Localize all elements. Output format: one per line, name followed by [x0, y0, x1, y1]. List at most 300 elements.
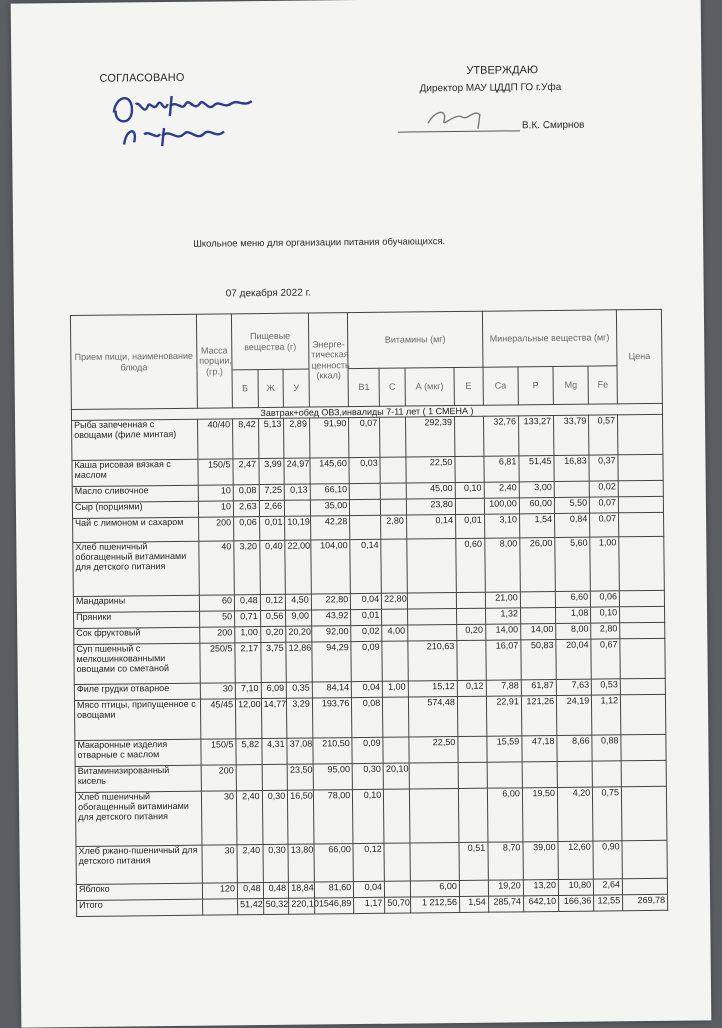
value-cell: 285,74 — [488, 896, 523, 912]
value-cell: 47,18 — [522, 735, 557, 761]
value-cell: 22,80 — [382, 593, 408, 609]
value-cell: 10,19 — [285, 516, 311, 540]
value-cell: 13,80 — [288, 844, 314, 882]
value-cell: 0,53 — [592, 679, 621, 695]
value-cell: 12,00 — [235, 699, 261, 739]
value-cell: 24,19 — [556, 695, 592, 735]
value-cell: 14,77 — [261, 698, 287, 738]
value-cell: 1,32 — [485, 608, 520, 624]
value-cell: 200 — [200, 627, 235, 643]
value-cell — [350, 483, 381, 499]
value-cell: 0,06 — [234, 517, 260, 541]
subheader-cell: Mg — [553, 366, 589, 404]
value-cell: 3,20 — [234, 541, 260, 595]
value-cell: 60 — [199, 595, 234, 611]
value-cell: 45,00 — [406, 483, 455, 500]
value-cell: 51,42 — [238, 899, 264, 915]
value-cell: 0,67 — [591, 639, 620, 679]
value-cell: 12,86 — [286, 642, 312, 682]
total-label: Итого — [77, 899, 203, 916]
value-cell — [620, 606, 665, 622]
value-cell: 0,20 — [260, 626, 286, 642]
subheader-cell: Б — [232, 370, 258, 408]
value-cell: 3,75 — [261, 642, 287, 682]
value-cell: 23,80 — [406, 499, 455, 516]
value-cell: 1,54 — [519, 513, 554, 537]
subheader-cell: А (мкг) — [405, 368, 454, 407]
value-cell: 1,00 — [383, 681, 409, 697]
value-cell — [236, 765, 262, 791]
value-cell — [621, 694, 666, 734]
section-title: Завтрак+обед ОВЗ,инвалиды 7-11 лет ( 1 СМЕНА ) — [71, 403, 662, 420]
value-cell: 2,40 — [237, 845, 263, 883]
value-cell — [618, 496, 663, 512]
value-cell: 145,60 — [310, 458, 350, 484]
value-cell — [458, 736, 487, 762]
table-row — [73, 536, 665, 596]
value-cell: 78,00 — [313, 790, 353, 844]
value-cell — [457, 640, 486, 680]
value-cell: 21,00 — [485, 592, 520, 608]
value-cell — [618, 454, 663, 480]
value-cell: 2,17 — [235, 643, 261, 683]
value-cell: 0,20 — [457, 624, 486, 640]
value-cell: 2,40 — [236, 791, 262, 845]
handwritten-signature-right — [422, 103, 502, 134]
value-cell: 32,76 — [483, 416, 519, 456]
value-cell: 0,57 — [589, 415, 618, 455]
value-cell: 0,01 — [259, 516, 285, 540]
header-mass: Масса порции, (гр.) — [196, 314, 232, 408]
document-page — [11, 0, 712, 1028]
value-cell: 0,10 — [591, 607, 620, 623]
value-cell: 292,39 — [405, 417, 454, 458]
value-cell — [380, 417, 406, 457]
value-cell: 5,82 — [236, 739, 262, 765]
value-cell: 1546,89 — [314, 898, 354, 914]
value-cell: 1 212,56 — [410, 896, 459, 913]
value-cell: 0,35 — [287, 682, 313, 698]
value-cell — [407, 593, 456, 610]
value-cell: 0,84 — [555, 513, 590, 537]
subheader-cell: P — [518, 366, 554, 404]
value-cell: 8,00 — [484, 538, 520, 592]
dish-name: Пряники — [74, 611, 200, 628]
value-cell: 16,83 — [554, 455, 589, 481]
value-cell: 0,02 — [589, 481, 618, 497]
value-cell: 0,01 — [455, 514, 484, 538]
header-energy: Энерге-тическая ценность (ккал) — [308, 313, 348, 407]
page-title: Школьное меню для организации питания обучающихся. — [193, 236, 446, 250]
value-cell: 61,87 — [521, 679, 556, 695]
value-cell: 0,60 — [456, 538, 485, 592]
value-cell: 2,66 — [259, 500, 285, 516]
value-cell: 0,07 — [590, 497, 619, 513]
value-cell: 6,00 — [487, 788, 523, 842]
dish-name: Яблоко — [76, 883, 202, 900]
value-cell: 5,60 — [555, 537, 591, 591]
dish-name: Мясо птицы, припущенное с овощами — [74, 699, 200, 740]
menu-table — [70, 309, 668, 917]
value-cell: 210,50 — [313, 738, 353, 764]
value-cell: 0,10 — [353, 789, 384, 843]
value-cell: 210,63 — [408, 641, 457, 682]
dish-name: Сок фруктовый — [74, 627, 200, 644]
value-cell: 30 — [201, 791, 237, 845]
value-cell: 9,00 — [286, 610, 312, 626]
header-vitamins: Витамины (мг) — [348, 311, 483, 368]
value-cell: 4,31 — [262, 738, 288, 764]
value-cell: 0,04 — [352, 681, 383, 697]
dish-name: Витаминизированный кисель — [75, 765, 201, 792]
value-cell: 0,48 — [263, 882, 289, 898]
value-cell — [622, 878, 667, 894]
value-cell: 0,14 — [406, 515, 455, 540]
value-cell: 1,00 — [235, 627, 261, 643]
value-cell: 0,12 — [260, 594, 286, 610]
approve-label: УТВЕРЖДАЮ — [466, 64, 539, 77]
value-cell: 3,29 — [287, 698, 313, 738]
value-cell: 43,92 — [311, 610, 351, 626]
table-row — [74, 638, 665, 684]
value-cell: 133,27 — [518, 415, 554, 455]
value-cell: 0,30 — [262, 790, 288, 844]
value-cell: 3,00 — [519, 481, 554, 497]
value-cell: 18,84 — [289, 882, 315, 898]
menu-date: 07 декабря 2022 г. — [225, 287, 311, 300]
menu-body — [72, 414, 668, 916]
value-cell: 5,13 — [258, 418, 284, 458]
value-cell: 40/40 — [197, 419, 233, 459]
value-cell — [454, 416, 483, 456]
dish-name: Хлеб пшеничный обогащенный витаминами для детского питания — [75, 791, 201, 846]
signer-name: В.К. Смирнов — [521, 119, 585, 132]
value-cell — [407, 609, 456, 626]
value-cell: 37,08 — [287, 738, 313, 764]
value-cell: 94,29 — [312, 642, 352, 682]
value-cell: 220,10 — [289, 898, 315, 914]
value-cell: 7,63 — [556, 679, 591, 695]
value-cell — [520, 607, 555, 623]
value-cell: 10 — [198, 501, 233, 517]
value-cell: 91,90 — [309, 418, 349, 458]
table-row — [72, 414, 663, 460]
value-cell: 0,51 — [459, 842, 488, 880]
value-cell: 22,00 — [285, 540, 311, 594]
value-cell: 2,40 — [484, 482, 519, 498]
value-cell: 4,50 — [286, 594, 312, 610]
value-cell — [487, 762, 522, 788]
value-cell: 7,88 — [486, 680, 521, 696]
value-cell — [262, 764, 288, 790]
value-cell — [383, 697, 409, 737]
value-cell: 0,48 — [234, 595, 260, 611]
value-cell: 0,07 — [349, 417, 380, 457]
value-cell: 166,36 — [559, 895, 594, 911]
value-cell: 0,09 — [352, 737, 383, 763]
value-cell: 24,97 — [284, 458, 310, 484]
value-cell: 0,04 — [351, 593, 382, 609]
value-cell: 6,00 — [410, 880, 459, 897]
value-cell: 0,30 — [263, 844, 289, 882]
value-cell — [621, 760, 666, 786]
value-cell — [383, 737, 409, 763]
value-cell: 6,81 — [484, 456, 519, 482]
value-cell — [455, 498, 484, 514]
value-cell — [382, 609, 408, 625]
value-cell: 39,00 — [523, 841, 559, 879]
value-cell: 0,56 — [260, 610, 286, 626]
handwritten-signature-left — [103, 81, 264, 153]
value-cell: 35,00 — [310, 500, 350, 516]
value-cell: 0,10 — [455, 482, 484, 498]
header-nutrients: Пищевые вещества (г) — [231, 313, 308, 370]
value-cell: 15,12 — [408, 681, 457, 698]
value-cell: 8,00 — [556, 623, 591, 639]
value-cell — [619, 536, 664, 590]
value-cell: 15,59 — [487, 736, 522, 762]
value-cell — [455, 456, 484, 482]
table-row — [75, 786, 667, 846]
value-cell: 0,12 — [353, 843, 384, 881]
header-minerals: Минеральные вещества (мг) — [482, 310, 617, 367]
value-cell — [380, 457, 406, 483]
value-cell: 42,28 — [310, 516, 350, 540]
value-cell: 95,00 — [313, 764, 353, 790]
value-cell: 19,50 — [522, 787, 558, 841]
value-cell — [621, 734, 666, 760]
value-cell — [410, 842, 459, 881]
value-cell — [350, 499, 381, 515]
value-cell: 4,00 — [382, 625, 408, 641]
value-cell — [619, 512, 664, 536]
value-cell: 51,45 — [519, 455, 554, 481]
value-cell: 20,20 — [286, 626, 312, 642]
value-cell: 92,00 — [312, 626, 352, 642]
value-cell: 0,40 — [259, 540, 285, 594]
header-dish: Прием пищи, наименование блюда — [70, 314, 197, 409]
value-cell: 642,10 — [523, 895, 558, 911]
value-cell: 1,54 — [459, 896, 488, 912]
dish-name: Макаронные изделия отварные с маслом — [75, 739, 201, 766]
value-cell — [381, 539, 407, 593]
dish-name: Суп пшенный с мелкошинкованными овощами со сметаной — [74, 643, 200, 684]
subheader-cell: У — [283, 369, 309, 407]
dish-name: Хлеб ржано-пшеничный для детского питания — [76, 845, 202, 884]
value-cell: 19,20 — [488, 880, 523, 896]
value-cell: 22,50 — [406, 457, 455, 484]
value-cell: 30 — [200, 683, 235, 699]
value-cell: 1,00 — [590, 537, 619, 591]
value-cell — [620, 622, 665, 638]
value-cell: 10,80 — [558, 879, 593, 895]
value-cell — [620, 638, 665, 678]
value-cell: 20,10 — [383, 763, 409, 789]
value-cell — [622, 840, 667, 878]
dish-name: Масло сливочное — [72, 485, 198, 502]
value-cell — [554, 481, 589, 497]
value-cell: 13,20 — [523, 879, 558, 895]
dish-name: Каша рисовая вязкая с маслом — [72, 459, 198, 486]
value-cell: 20,04 — [556, 639, 592, 679]
value-cell: 0,90 — [593, 841, 622, 879]
value-cell: 0,03 — [349, 457, 380, 483]
value-cell: 1,08 — [556, 607, 591, 623]
value-cell — [409, 788, 459, 843]
table-row — [76, 840, 667, 884]
value-cell: 0,75 — [593, 787, 622, 841]
value-cell — [384, 843, 410, 881]
value-cell — [459, 880, 488, 896]
value-cell: 3,99 — [259, 458, 285, 484]
value-cell: 14,00 — [521, 623, 556, 639]
value-cell: 0,13 — [284, 484, 310, 500]
dish-name: Мандарины — [73, 595, 199, 612]
value-cell: 1,12 — [592, 695, 621, 735]
value-cell — [457, 696, 486, 736]
value-cell: 8,66 — [557, 735, 592, 761]
value-cell: 1,17 — [354, 897, 385, 913]
value-cell — [520, 591, 555, 607]
agreed-label: СОГЛАСОВАНО — [99, 71, 185, 85]
value-cell — [618, 480, 663, 496]
subheader-cell: Ca — [483, 367, 519, 405]
value-cell: 0,07 — [590, 513, 619, 537]
value-cell: 0,06 — [591, 591, 620, 607]
value-cell: 0,30 — [352, 763, 383, 789]
value-cell — [384, 789, 410, 843]
table-header-row — [70, 309, 662, 371]
value-cell: 121,26 — [521, 695, 557, 735]
value-cell — [620, 678, 665, 694]
value-cell: 2,89 — [284, 418, 310, 458]
value-cell: 8,42 — [233, 419, 259, 459]
value-cell: 50,70 — [385, 897, 411, 913]
value-cell: 250/5 — [200, 643, 236, 683]
value-cell — [621, 786, 666, 840]
value-cell: 0,37 — [589, 455, 618, 481]
value-cell — [409, 762, 458, 789]
value-cell: 0,08 — [233, 485, 259, 501]
value-cell: 0,12 — [457, 680, 486, 696]
value-cell: 50 — [199, 611, 234, 627]
value-cell — [619, 590, 664, 606]
value-cell — [458, 762, 487, 788]
value-cell: 6,09 — [261, 682, 287, 698]
header-price: Цена — [616, 309, 662, 403]
value-cell: 12,60 — [558, 841, 594, 879]
value-cell: 40 — [199, 541, 235, 595]
value-cell: 0,71 — [235, 611, 261, 627]
dish-name: Хлеб пшеничный обогащенный витаминами для детского питания — [73, 541, 199, 596]
value-cell: 120 — [202, 883, 237, 899]
value-cell: 16,50 — [288, 790, 314, 844]
value-cell: 0,09 — [351, 641, 382, 681]
value-cell — [202, 899, 237, 915]
value-cell — [456, 592, 485, 608]
value-cell — [618, 414, 663, 454]
value-cell: 100,00 — [484, 498, 519, 514]
value-cell: 200 — [198, 517, 233, 541]
value-cell: 22,91 — [486, 696, 522, 736]
value-cell: 26,00 — [520, 537, 556, 591]
value-cell: 4,20 — [557, 787, 593, 841]
value-cell: 7,10 — [235, 683, 261, 699]
value-cell: 0,04 — [354, 881, 385, 897]
value-cell: 22,50 — [409, 736, 458, 763]
value-cell: 66,10 — [310, 484, 350, 500]
subheader-cell: В1 — [348, 368, 379, 406]
value-cell: 22,80 — [311, 594, 351, 610]
value-cell: 84,14 — [312, 682, 352, 698]
value-cell: 0,08 — [352, 697, 383, 737]
value-cell: 5,50 — [554, 497, 589, 513]
value-cell: 50,83 — [521, 639, 557, 679]
value-cell: 2,47 — [233, 459, 259, 485]
dish-name: Филе грудки отварное — [74, 683, 200, 700]
value-cell: 574,48 — [408, 697, 457, 738]
value-cell: 2,80 — [591, 623, 620, 639]
value-cell: 2,80 — [381, 515, 407, 539]
value-cell — [285, 500, 311, 516]
value-cell — [592, 761, 621, 787]
value-cell: 10 — [198, 485, 233, 501]
value-cell: 33,79 — [554, 415, 590, 455]
value-cell — [407, 539, 457, 594]
value-cell: 14,00 — [485, 624, 520, 640]
value-cell: 50,32 — [263, 898, 289, 914]
value-cell: 2,64 — [594, 879, 623, 895]
value-cell: 0,01 — [351, 609, 382, 625]
dish-name: Сыр (порциями) — [72, 501, 198, 518]
value-cell — [350, 515, 381, 539]
value-cell — [408, 625, 457, 642]
value-cell: 23,50 — [287, 764, 313, 790]
value-cell: 150/5 — [201, 739, 236, 765]
value-cell: 30 — [202, 845, 238, 883]
value-cell — [557, 761, 592, 787]
value-cell: 0,14 — [350, 539, 381, 593]
value-cell: 200 — [201, 765, 236, 791]
value-cell — [381, 499, 407, 515]
subheader-cell: Е — [454, 367, 483, 405]
value-cell — [458, 788, 487, 842]
value-cell: 269,78 — [623, 894, 668, 910]
director-title: Директор МАУ ЦДДП ГО г.Уфа — [419, 81, 562, 95]
subheader-cell: Fe — [588, 366, 617, 404]
value-cell — [456, 608, 485, 624]
value-cell: 2,63 — [233, 501, 259, 517]
value-cell: 104,00 — [311, 540, 351, 594]
value-cell: 193,76 — [312, 698, 352, 738]
value-cell: 60,00 — [519, 497, 554, 513]
value-cell: 0,88 — [592, 735, 621, 761]
value-cell: 6,60 — [555, 591, 590, 607]
subheader-cell: Ж — [258, 369, 284, 407]
value-cell: 66,00 — [314, 844, 354, 882]
value-cell: 150/5 — [198, 459, 233, 485]
value-cell: 0,48 — [237, 883, 263, 899]
value-cell: 81,60 — [314, 882, 354, 898]
value-cell: 0,02 — [351, 625, 382, 641]
value-cell: 7,25 — [259, 484, 285, 500]
value-cell — [522, 761, 557, 787]
subheader-cell: С — [379, 368, 405, 406]
dish-name: Рыба запеченная с овощами (филе минтая) — [72, 419, 198, 460]
value-cell: 3,10 — [484, 514, 519, 538]
value-cell — [382, 641, 408, 681]
value-cell: 12,55 — [594, 895, 623, 911]
